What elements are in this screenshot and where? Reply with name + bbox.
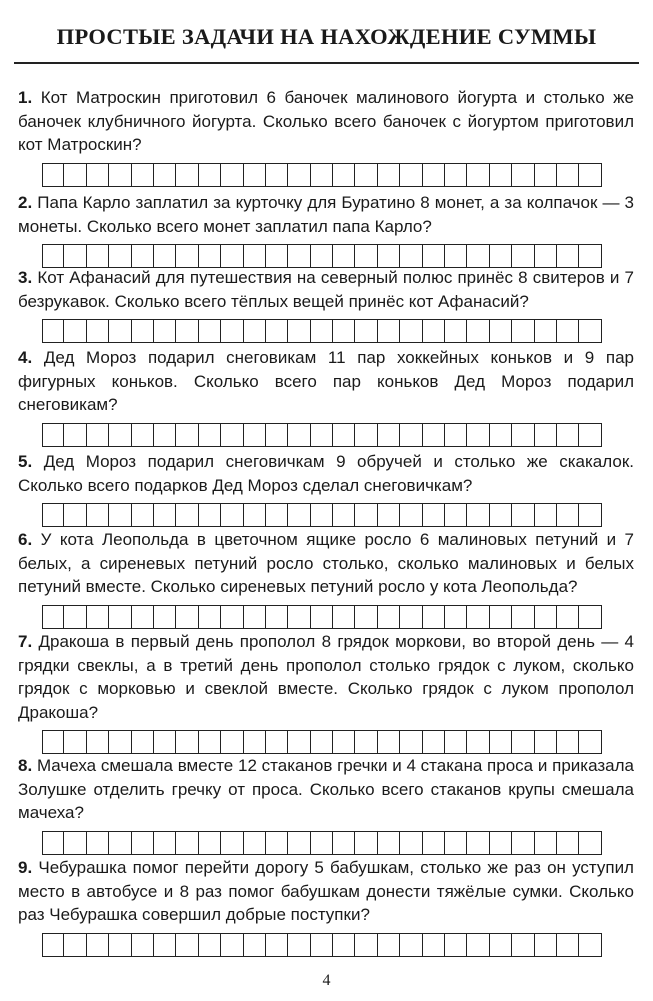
- answer-cell[interactable]: [87, 730, 109, 754]
- answer-cell[interactable]: [378, 503, 400, 527]
- answer-cell[interactable]: [42, 933, 64, 957]
- answer-cell[interactable]: [311, 605, 333, 629]
- answer-cell[interactable]: [176, 605, 198, 629]
- answer-cell[interactable]: [154, 730, 176, 754]
- answer-cell[interactable]: [400, 605, 422, 629]
- answer-cell[interactable]: [333, 831, 355, 855]
- answer-cell[interactable]: [333, 503, 355, 527]
- answer-cell[interactable]: [311, 423, 333, 447]
- answer-cell[interactable]: [199, 319, 221, 343]
- answer-cell[interactable]: [535, 423, 557, 447]
- answer-cell[interactable]: [42, 423, 64, 447]
- answer-cell[interactable]: [355, 319, 377, 343]
- answer-cell[interactable]: [467, 503, 489, 527]
- answer-cell[interactable]: [221, 831, 243, 855]
- answer-cell[interactable]: [535, 831, 557, 855]
- answer-cell[interactable]: [64, 244, 86, 268]
- problem-text: Папа Карло заплатил за курточку для Буратино 8 монет, а за колпачок — 3 монеты. Сколько всего монет заплатил папа Карло?: [18, 193, 634, 236]
- answer-grid[interactable]: [42, 605, 634, 629]
- answer-cell[interactable]: [288, 244, 310, 268]
- page-title: ПРОСТЫЕ ЗАДАЧИ НА НАХОЖДЕНИЕ СУММЫ: [56, 24, 597, 49]
- answer-cell[interactable]: [490, 244, 512, 268]
- problem-text: У кота Леопольда в цветочном ящике росло 6 малиновых петуний и 7 белых, а сиреневых петуний росло столько, сколько малиновых и белых петуний вместе. Сколько сиреневых петуний росло у кота Леопольда?: [18, 530, 634, 596]
- answer-cell[interactable]: [490, 163, 512, 187]
- answer-grid[interactable]: [42, 163, 634, 187]
- answer-cell[interactable]: [579, 605, 601, 629]
- answer-cell[interactable]: [199, 244, 221, 268]
- answer-cell[interactable]: [423, 319, 445, 343]
- answer-cell[interactable]: [400, 933, 422, 957]
- answer-cell[interactable]: [87, 605, 109, 629]
- problem-number: 6.: [18, 530, 33, 549]
- answer-cell[interactable]: [423, 163, 445, 187]
- answer-cell[interactable]: [132, 730, 154, 754]
- answer-cell[interactable]: [467, 730, 489, 754]
- answer-cell[interactable]: [400, 423, 422, 447]
- answer-cell[interactable]: [154, 933, 176, 957]
- answer-cell[interactable]: [445, 605, 467, 629]
- answer-cell[interactable]: [244, 605, 266, 629]
- answer-cell[interactable]: [154, 503, 176, 527]
- answer-cell[interactable]: [244, 319, 266, 343]
- answer-cell[interactable]: [490, 423, 512, 447]
- answer-cell[interactable]: [445, 730, 467, 754]
- answer-cell[interactable]: [266, 423, 288, 447]
- answer-cell[interactable]: [199, 605, 221, 629]
- answer-cell[interactable]: [557, 730, 579, 754]
- answer-cell[interactable]: [199, 933, 221, 957]
- answer-cell[interactable]: [467, 163, 489, 187]
- answer-cell[interactable]: [378, 730, 400, 754]
- answer-cell[interactable]: [132, 163, 154, 187]
- answer-cell[interactable]: [378, 244, 400, 268]
- answer-cell[interactable]: [535, 605, 557, 629]
- answer-cell[interactable]: [244, 831, 266, 855]
- answer-cell[interactable]: [512, 163, 534, 187]
- answer-cell[interactable]: [42, 319, 64, 343]
- answer-grid[interactable]: [42, 244, 634, 268]
- problem-number: 9.: [18, 858, 33, 877]
- answer-cell[interactable]: [311, 933, 333, 957]
- answer-cell[interactable]: [445, 933, 467, 957]
- problem-text: Дракоша в первый день прополол 8 грядок моркови, во второй день — 4 грядки свеклы, а в третий день прополол столько грядок с луком, сколько грядок с морковью и свеклой вместе. Сколько грядок с луком прополол Дракоша?: [18, 632, 634, 722]
- answer-cell[interactable]: [154, 605, 176, 629]
- answer-cell[interactable]: [579, 503, 601, 527]
- answer-cell[interactable]: [333, 423, 355, 447]
- answer-cell[interactable]: [311, 319, 333, 343]
- answer-cell[interactable]: [512, 244, 534, 268]
- answer-cell[interactable]: [311, 831, 333, 855]
- answer-cell[interactable]: [400, 730, 422, 754]
- page-number: 4: [322, 972, 331, 989]
- answer-cell[interactable]: [132, 423, 154, 447]
- answer-cell[interactable]: [400, 319, 422, 343]
- problem-7: [18, 630, 634, 754]
- answer-cell[interactable]: [355, 503, 377, 527]
- answer-cell[interactable]: [355, 730, 377, 754]
- answer-cell[interactable]: [288, 730, 310, 754]
- answer-cell[interactable]: [266, 831, 288, 855]
- answer-cell[interactable]: [154, 163, 176, 187]
- answer-cell[interactable]: [109, 423, 131, 447]
- answer-cell[interactable]: [445, 244, 467, 268]
- answer-cell[interactable]: [109, 730, 131, 754]
- problem-number: 2.: [18, 193, 33, 212]
- answer-cell[interactable]: [557, 605, 579, 629]
- answer-cell[interactable]: [64, 605, 86, 629]
- answer-cell[interactable]: [42, 503, 64, 527]
- answer-cell[interactable]: [42, 730, 64, 754]
- problem-text: Кот Афанасий для путешествия на северный полюс принёс 8 свитеров и 7 безрукавок. Сколько всего тёплых вещей принёс кот Афанасий?: [18, 268, 634, 311]
- answer-cell[interactable]: [64, 730, 86, 754]
- answer-cell[interactable]: [288, 831, 310, 855]
- title-divider: [14, 62, 639, 64]
- answer-cell[interactable]: [199, 163, 221, 187]
- answer-cell[interactable]: [176, 163, 198, 187]
- answer-cell[interactable]: [64, 319, 86, 343]
- answer-cell[interactable]: [557, 163, 579, 187]
- answer-cell[interactable]: [423, 244, 445, 268]
- answer-cell[interactable]: [579, 244, 601, 268]
- answer-cell[interactable]: [490, 319, 512, 343]
- problem-6: [18, 528, 634, 629]
- answer-cell[interactable]: [378, 933, 400, 957]
- answer-cell[interactable]: [557, 319, 579, 343]
- answer-cell[interactable]: [266, 244, 288, 268]
- answer-cell[interactable]: [535, 244, 557, 268]
- answer-cell[interactable]: [355, 933, 377, 957]
- answer-cell[interactable]: [244, 163, 266, 187]
- answer-cell[interactable]: [288, 423, 310, 447]
- answer-cell[interactable]: [64, 423, 86, 447]
- answer-cell[interactable]: [400, 244, 422, 268]
- answer-cell[interactable]: [109, 933, 131, 957]
- answer-cell[interactable]: [244, 244, 266, 268]
- answer-cell[interactable]: [176, 730, 198, 754]
- answer-grid[interactable]: [42, 423, 634, 447]
- answer-cell[interactable]: [445, 319, 467, 343]
- answer-cell[interactable]: [467, 423, 489, 447]
- problem-number: 4.: [18, 348, 33, 367]
- answer-cell[interactable]: [132, 319, 154, 343]
- answer-cell[interactable]: [355, 244, 377, 268]
- answer-cell[interactable]: [490, 831, 512, 855]
- answer-cell[interactable]: [288, 503, 310, 527]
- answer-cell[interactable]: [467, 244, 489, 268]
- answer-cell[interactable]: [154, 244, 176, 268]
- answer-cell[interactable]: [445, 503, 467, 527]
- answer-cell[interactable]: [132, 244, 154, 268]
- answer-cell[interactable]: [221, 605, 243, 629]
- answer-cell[interactable]: [154, 319, 176, 343]
- answer-cell[interactable]: [490, 605, 512, 629]
- answer-cell[interactable]: [490, 730, 512, 754]
- answer-cell[interactable]: [400, 503, 422, 527]
- answer-cell[interactable]: [378, 423, 400, 447]
- answer-cell[interactable]: [176, 503, 198, 527]
- answer-cell[interactable]: [132, 933, 154, 957]
- answer-cell[interactable]: [221, 319, 243, 343]
- answer-cell[interactable]: [87, 831, 109, 855]
- answer-cell[interactable]: [64, 163, 86, 187]
- problem-number: 1.: [18, 88, 33, 107]
- answer-cell[interactable]: [333, 244, 355, 268]
- answer-cell[interactable]: [467, 831, 489, 855]
- problem-8: [18, 754, 634, 855]
- answer-cell[interactable]: [288, 933, 310, 957]
- answer-cell[interactable]: [266, 503, 288, 527]
- answer-cell[interactable]: [467, 319, 489, 343]
- answer-cell[interactable]: [199, 423, 221, 447]
- answer-cell[interactable]: [199, 831, 221, 855]
- answer-grid[interactable]: [42, 503, 634, 527]
- answer-cell[interactable]: [355, 423, 377, 447]
- answer-cell[interactable]: [333, 605, 355, 629]
- answer-cell[interactable]: [64, 933, 86, 957]
- answer-cell[interactable]: [490, 503, 512, 527]
- answer-cell[interactable]: [311, 163, 333, 187]
- answer-cell[interactable]: [423, 423, 445, 447]
- answer-cell[interactable]: [535, 933, 557, 957]
- answer-cell[interactable]: [154, 423, 176, 447]
- problem-number: 8.: [18, 756, 33, 775]
- answer-cell[interactable]: [109, 244, 131, 268]
- answer-cell[interactable]: [355, 831, 377, 855]
- answer-cell[interactable]: [42, 605, 64, 629]
- answer-cell[interactable]: [266, 605, 288, 629]
- problem-text: Дед Мороз подарил снеговикам 11 пар хоккейных коньков и 9 пар фигурных коньков. Сколько всего пар коньков Дед Мороз подарил снеговикам?: [18, 348, 634, 414]
- answer-cell[interactable]: [154, 831, 176, 855]
- problem-number: 5.: [18, 452, 33, 471]
- answer-cell[interactable]: [423, 605, 445, 629]
- answer-cell[interactable]: [557, 933, 579, 957]
- answer-cell[interactable]: [64, 831, 86, 855]
- answer-cell[interactable]: [266, 163, 288, 187]
- answer-cell[interactable]: [512, 831, 534, 855]
- answer-cell[interactable]: [199, 503, 221, 527]
- answer-cell[interactable]: [557, 244, 579, 268]
- answer-cell[interactable]: [176, 244, 198, 268]
- answer-cell[interactable]: [445, 831, 467, 855]
- answer-cell[interactable]: [333, 163, 355, 187]
- answer-cell[interactable]: [109, 831, 131, 855]
- problem-4: [18, 346, 634, 447]
- answer-cell[interactable]: [423, 503, 445, 527]
- problem-9: [18, 856, 634, 957]
- answer-cell[interactable]: [244, 730, 266, 754]
- answer-cell[interactable]: [355, 605, 377, 629]
- answer-cell[interactable]: [109, 163, 131, 187]
- answer-cell[interactable]: [557, 503, 579, 527]
- answer-cell[interactable]: [512, 503, 534, 527]
- problem-5: [18, 450, 634, 527]
- answer-cell[interactable]: [244, 933, 266, 957]
- answer-cell[interactable]: [467, 933, 489, 957]
- answer-cell[interactable]: [311, 244, 333, 268]
- answer-cell[interactable]: [87, 244, 109, 268]
- answer-cell[interactable]: [244, 503, 266, 527]
- answer-cell[interactable]: [221, 933, 243, 957]
- answer-cell[interactable]: [579, 163, 601, 187]
- answer-cell[interactable]: [42, 831, 64, 855]
- answer-cell[interactable]: [87, 319, 109, 343]
- answer-cell[interactable]: [333, 319, 355, 343]
- answer-cell[interactable]: [535, 163, 557, 187]
- answer-cell[interactable]: [579, 933, 601, 957]
- answer-cell[interactable]: [445, 423, 467, 447]
- answer-cell[interactable]: [579, 831, 601, 855]
- answer-cell[interactable]: [333, 933, 355, 957]
- answer-grid[interactable]: [42, 730, 634, 754]
- answer-cell[interactable]: [557, 423, 579, 447]
- answer-cell[interactable]: [87, 163, 109, 187]
- answer-cell[interactable]: [221, 244, 243, 268]
- problem-text: Мачеха смешала вместе 12 стаканов гречки и 4 стакана проса и приказала Золушке отделить гречку от проса. Сколько всего стаканов крупы смешала мачеха?: [18, 756, 634, 822]
- answer-cell[interactable]: [423, 933, 445, 957]
- answer-cell[interactable]: [266, 730, 288, 754]
- problem-3: [18, 266, 634, 343]
- answer-cell[interactable]: [87, 503, 109, 527]
- answer-cell[interactable]: [266, 933, 288, 957]
- problem-2: [18, 191, 634, 268]
- answer-cell[interactable]: [288, 163, 310, 187]
- answer-cell[interactable]: [557, 831, 579, 855]
- problem-1: [18, 86, 634, 187]
- answer-cell[interactable]: [579, 730, 601, 754]
- answer-cell[interactable]: [64, 503, 86, 527]
- answer-cell[interactable]: [132, 605, 154, 629]
- problem-number: 7.: [18, 632, 33, 651]
- answer-cell[interactable]: [311, 730, 333, 754]
- answer-cell[interactable]: [535, 730, 557, 754]
- problem-text: Дед Мороз подарил снеговичкам 9 обручей и столько же скакалок. Сколько всего подарков Дед Мороз сделал снеговичкам?: [18, 452, 634, 495]
- answer-cell[interactable]: [221, 730, 243, 754]
- answer-cell[interactable]: [221, 163, 243, 187]
- answer-cell[interactable]: [244, 423, 266, 447]
- answer-cell[interactable]: [445, 163, 467, 187]
- problem-text: Чебурашка помог перейти дорогу 5 бабушкам, столько же раз он уступил место в автобусе и 8 раз помог бабушкам донести тяжёлые сумки. Сколько раз Чебурашка совершил добрые поступки?: [18, 858, 634, 924]
- answer-cell[interactable]: [87, 933, 109, 957]
- problem-text: Кот Матроскин приготовил 6 баночек малинового йогурта и столько же баночек клубничного йогурта. Сколько всего баночек с йогуртом приготовил кот Матроскин?: [18, 88, 634, 154]
- answer-cell[interactable]: [400, 163, 422, 187]
- answer-cell[interactable]: [579, 319, 601, 343]
- answer-cell[interactable]: [221, 503, 243, 527]
- answer-cell[interactable]: [288, 605, 310, 629]
- answer-cell[interactable]: [132, 831, 154, 855]
- answer-cell[interactable]: [355, 163, 377, 187]
- answer-cell[interactable]: [288, 319, 310, 343]
- answer-cell[interactable]: [266, 319, 288, 343]
- answer-cell[interactable]: [512, 319, 534, 343]
- answer-cell[interactable]: [42, 163, 64, 187]
- answer-cell[interactable]: [512, 423, 534, 447]
- answer-cell[interactable]: [512, 605, 534, 629]
- problem-number: 3.: [18, 268, 33, 287]
- answer-cell[interactable]: [109, 605, 131, 629]
- answer-cell[interactable]: [512, 730, 534, 754]
- answer-grid[interactable]: [42, 831, 634, 855]
- answer-cell[interactable]: [87, 423, 109, 447]
- answer-cell[interactable]: [378, 605, 400, 629]
- answer-cell[interactable]: [199, 730, 221, 754]
- answer-cell[interactable]: [132, 503, 154, 527]
- answer-cell[interactable]: [176, 933, 198, 957]
- answer-cell[interactable]: [535, 319, 557, 343]
- answer-cell[interactable]: [109, 503, 131, 527]
- answer-cell[interactable]: [512, 933, 534, 957]
- answer-cell[interactable]: [176, 831, 198, 855]
- answer-cell[interactable]: [311, 503, 333, 527]
- answer-cell[interactable]: [378, 831, 400, 855]
- answer-cell[interactable]: [176, 423, 198, 447]
- answer-cell[interactable]: [42, 244, 64, 268]
- answer-cell[interactable]: [579, 423, 601, 447]
- answer-cell[interactable]: [423, 730, 445, 754]
- answer-grid[interactable]: [42, 319, 634, 343]
- answer-cell[interactable]: [109, 319, 131, 343]
- answer-cell[interactable]: [423, 831, 445, 855]
- answer-cell[interactable]: [467, 605, 489, 629]
- answer-cell[interactable]: [490, 933, 512, 957]
- answer-cell[interactable]: [400, 831, 422, 855]
- answer-cell[interactable]: [378, 163, 400, 187]
- answer-cell[interactable]: [535, 503, 557, 527]
- answer-cell[interactable]: [333, 730, 355, 754]
- answer-cell[interactable]: [221, 423, 243, 447]
- answer-grid[interactable]: [42, 933, 634, 957]
- answer-cell[interactable]: [378, 319, 400, 343]
- answer-cell[interactable]: [176, 319, 198, 343]
